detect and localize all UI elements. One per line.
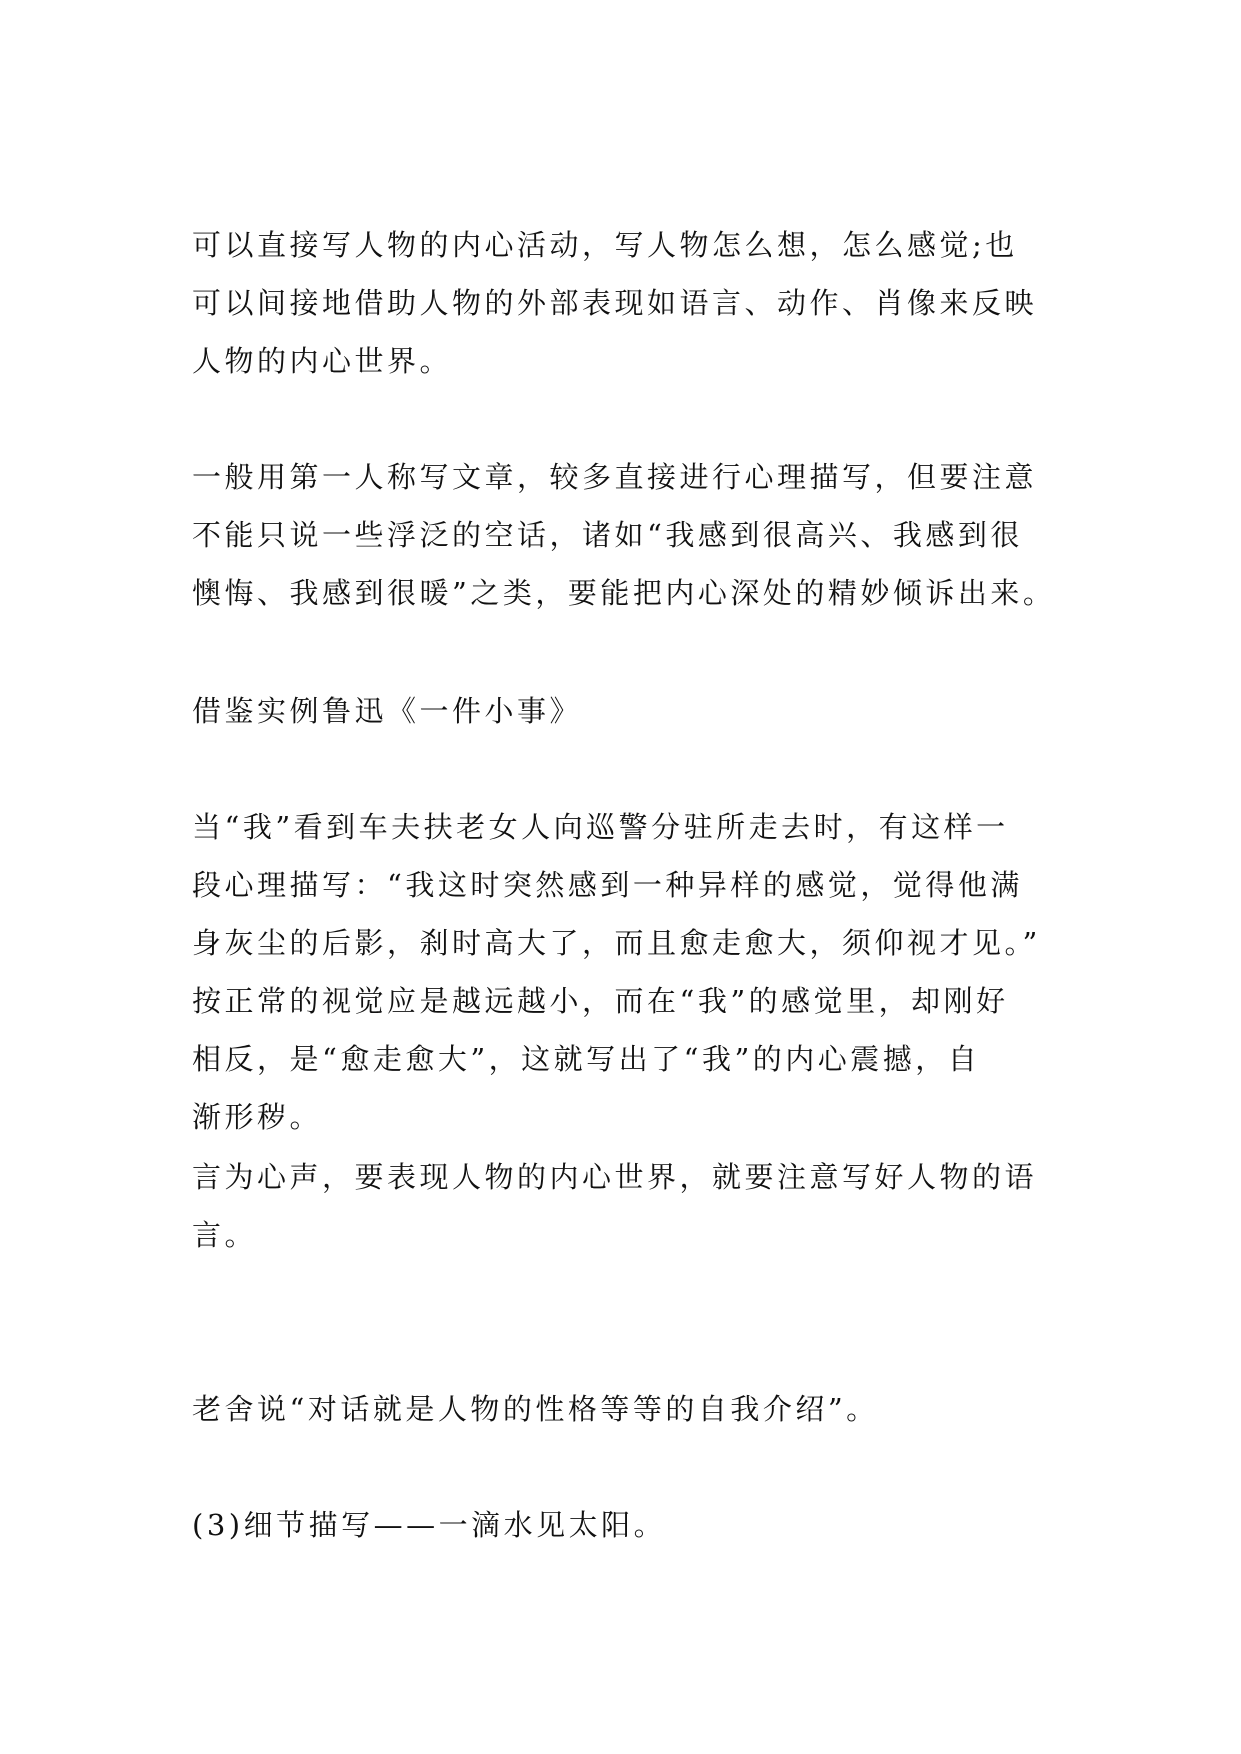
paragraph-detail-heading bbox=[192, 1496, 1064, 1554]
text-line: 借鉴实例鲁迅《一件小事》 bbox=[192, 694, 583, 728]
text-line: 当“我”看到车夫扶老女人向巡警分驻所走去时，有这样一 bbox=[192, 810, 1009, 844]
text-line: 段心理描写：“我这时突然感到一种异样的感觉，觉得他满 bbox=[192, 868, 1023, 902]
text-line: (3)细节描写——一滴水见太阳。 bbox=[192, 1508, 667, 1542]
text-line: 渐形秽。 bbox=[192, 1100, 323, 1134]
paragraph-first-person bbox=[192, 448, 1064, 622]
text-line: 可以直接写人物的内心活动，写人物怎么想，怎么感觉;也 bbox=[192, 228, 1018, 262]
text-line: 相反，是“愈走愈大”，这就写出了“我”的内心震撼，自 bbox=[192, 1042, 981, 1076]
text-line: 可以间接地借助人物的外部表现如语言、动作、肖像来反映 bbox=[192, 286, 1038, 320]
text-line: 老舍说“对话就是人物的性格等等的自我介绍”。 bbox=[192, 1392, 879, 1426]
text-line: 按正常的视觉应是越远越小，而在“我”的感觉里，却刚好 bbox=[192, 984, 1009, 1018]
text-line: 不能只说一些浮泛的空话，诸如“我感到很高兴、我感到很 bbox=[192, 518, 1023, 552]
text-line: 身灰尘的后影，刹时高大了，而且愈走愈大，须仰视才见。” bbox=[192, 926, 1041, 960]
text-line: 言为心声，要表现人物的内心世界，就要注意写好人物的语 bbox=[192, 1160, 1038, 1194]
text-line: 言。 bbox=[192, 1218, 258, 1252]
paragraph-example-body bbox=[192, 798, 1064, 1146]
text-line: 懊悔、我感到很暖”之类，要能把内心深处的精妙倾诉出来。 bbox=[192, 576, 1056, 610]
paragraph-speech bbox=[192, 1148, 1064, 1264]
paragraph-example-heading bbox=[192, 682, 1064, 740]
text-line: 人物的内心世界。 bbox=[192, 344, 453, 378]
text-line: 一般用第一人称写文章，较多直接进行心理描写，但要注意 bbox=[192, 460, 1038, 494]
paragraph-inner-activity bbox=[192, 216, 1064, 390]
paragraph-laoshe-quote bbox=[192, 1380, 1064, 1438]
